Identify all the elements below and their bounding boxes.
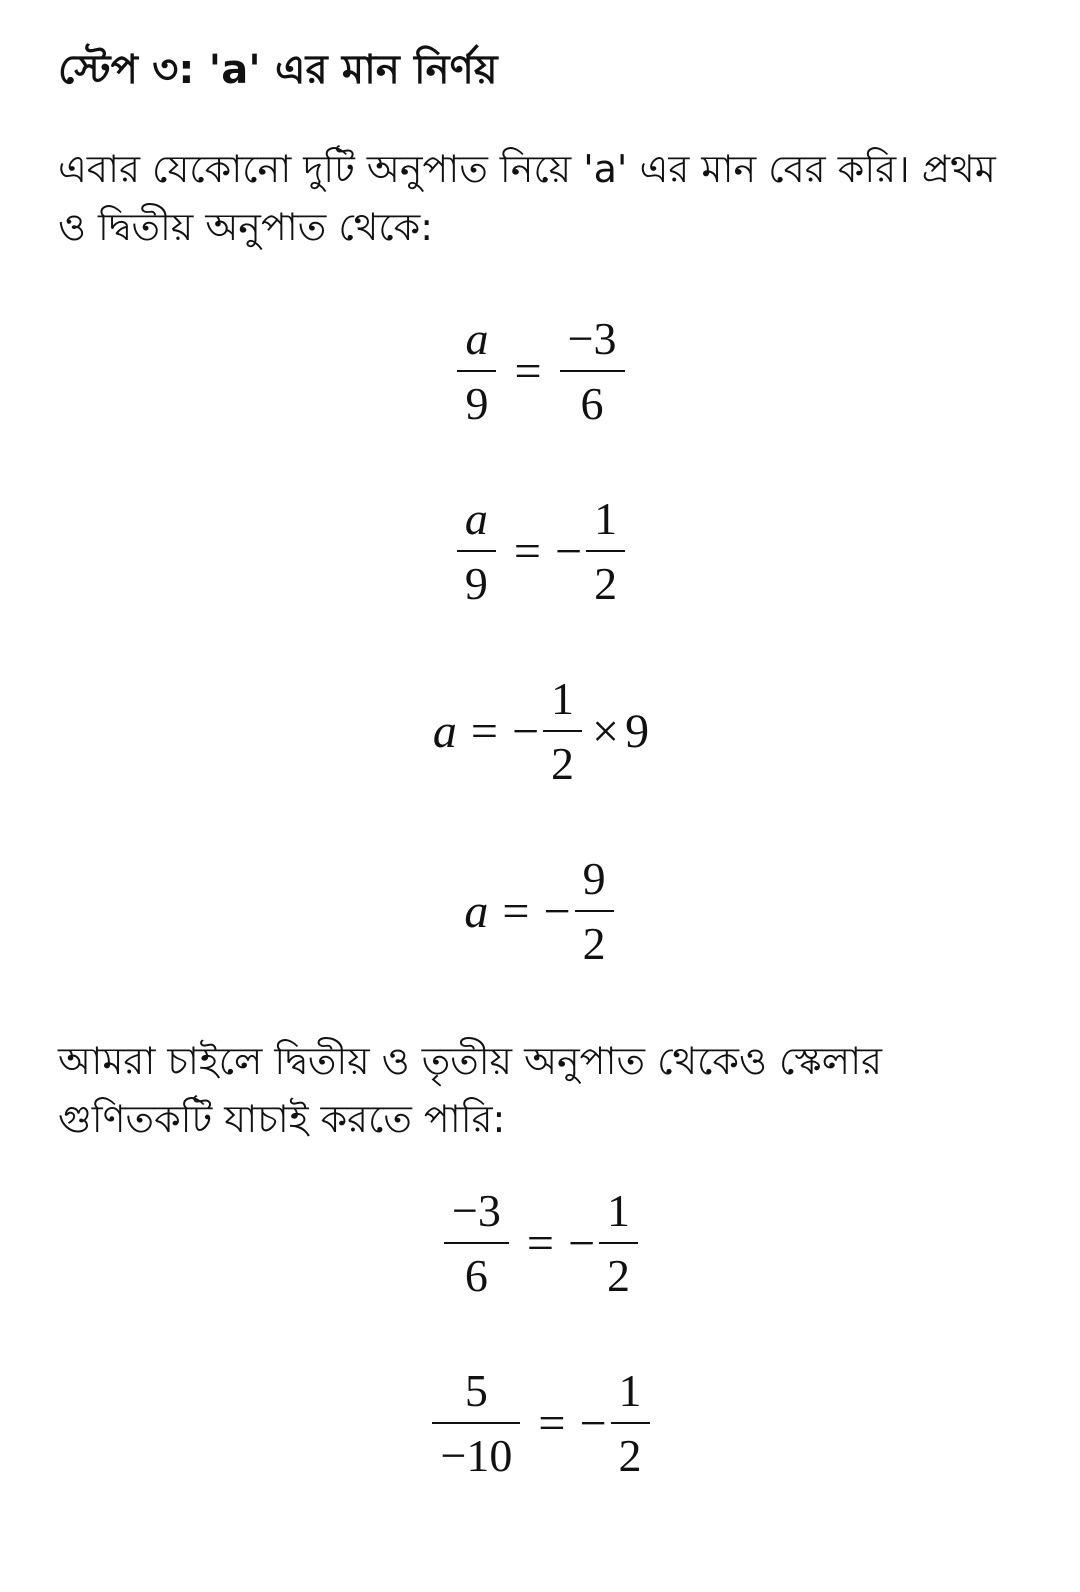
fraction-bar (611, 1422, 650, 1424)
equation-check-third-ratio (428, 1365, 653, 1481)
equation-a-result (464, 853, 617, 969)
equals-sign: = (526, 1217, 554, 1270)
numerator: 1 (594, 493, 618, 545)
fraction-rhs (575, 853, 614, 971)
equation-block-second-third (58, 1185, 1024, 1514)
minus-sign: − (543, 885, 571, 938)
step-heading: স্টেপ ৩: 'a' এর মান নির্ণয় (58, 47, 498, 93)
numerator: a (465, 313, 489, 365)
equation-ratio-a-over-9 (453, 313, 628, 429)
fraction-bar (586, 550, 625, 552)
fraction-lhs (444, 1185, 509, 1303)
minus-sign: − (567, 1217, 596, 1270)
denominator: 2 (582, 918, 606, 969)
numerator: 9 (582, 853, 606, 905)
fraction-rhs (611, 1365, 650, 1483)
denominator: 2 (551, 738, 575, 789)
times-sign: × (592, 705, 620, 758)
fraction-rhs (586, 493, 625, 611)
multiplier: 9 (625, 705, 650, 758)
equals-sign: = (513, 525, 541, 578)
numerator: 1 (607, 1185, 631, 1237)
numerator: −3 (567, 313, 617, 365)
fraction-bar (432, 1422, 520, 1424)
fraction-rhs (599, 1185, 638, 1303)
denominator: 2 (618, 1430, 642, 1481)
fraction-bar (444, 1242, 509, 1244)
minus-sign: − (555, 525, 583, 578)
fraction-rhs (543, 673, 582, 791)
denominator: −10 (440, 1430, 513, 1481)
equation-a-times-9 (432, 673, 650, 789)
denominator: 2 (594, 558, 618, 609)
numerator: 5 (464, 1365, 488, 1417)
fraction-bar (543, 730, 582, 732)
denominator: 9 (465, 378, 489, 429)
denominator: 9 (464, 558, 488, 609)
equation-simplified-ratio (453, 493, 629, 609)
minus-sign: − (511, 705, 540, 758)
equation-check-second-ratio (440, 1185, 642, 1301)
numerator: a (464, 493, 488, 545)
denominator: 6 (580, 378, 604, 429)
fraction-rhs (560, 313, 625, 431)
equals-sign: = (538, 1397, 566, 1450)
fraction-lhs (457, 313, 496, 431)
variable-a: a (464, 885, 489, 938)
verification-paragraph: আমরা চাইলে দ্বিতীয় ও তৃতীয় অনুপাত থেকেও স্কেলার গুণিতকটি যাচাই করতে পারি: (58, 1039, 883, 1141)
fraction-bar (457, 550, 496, 552)
equals-sign: = (514, 345, 542, 398)
variable-a: a (432, 705, 457, 758)
fraction-bar (575, 910, 614, 912)
fraction-bar (457, 370, 496, 372)
equation-block-first-second (58, 313, 1024, 1002)
numerator: 1 (618, 1365, 642, 1417)
fraction-bar (599, 1242, 638, 1244)
fraction-bar (560, 370, 625, 372)
numerator: −3 (451, 1185, 501, 1237)
equals-sign: = (502, 885, 530, 938)
equals-sign: = (470, 705, 498, 758)
denominator: 2 (607, 1250, 631, 1301)
numerator: 1 (551, 673, 575, 725)
fraction-lhs (432, 1365, 520, 1483)
intro-paragraph: এবার যেকোনো দুটি অনুপাত নিয়ে 'a' এর মান বের করি। প্রথম ও দ্বিতীয় অনুপাত থেকে: (58, 147, 996, 249)
minus-sign: − (579, 1397, 607, 1450)
denominator: 6 (464, 1250, 488, 1301)
fraction-lhs (457, 493, 496, 611)
